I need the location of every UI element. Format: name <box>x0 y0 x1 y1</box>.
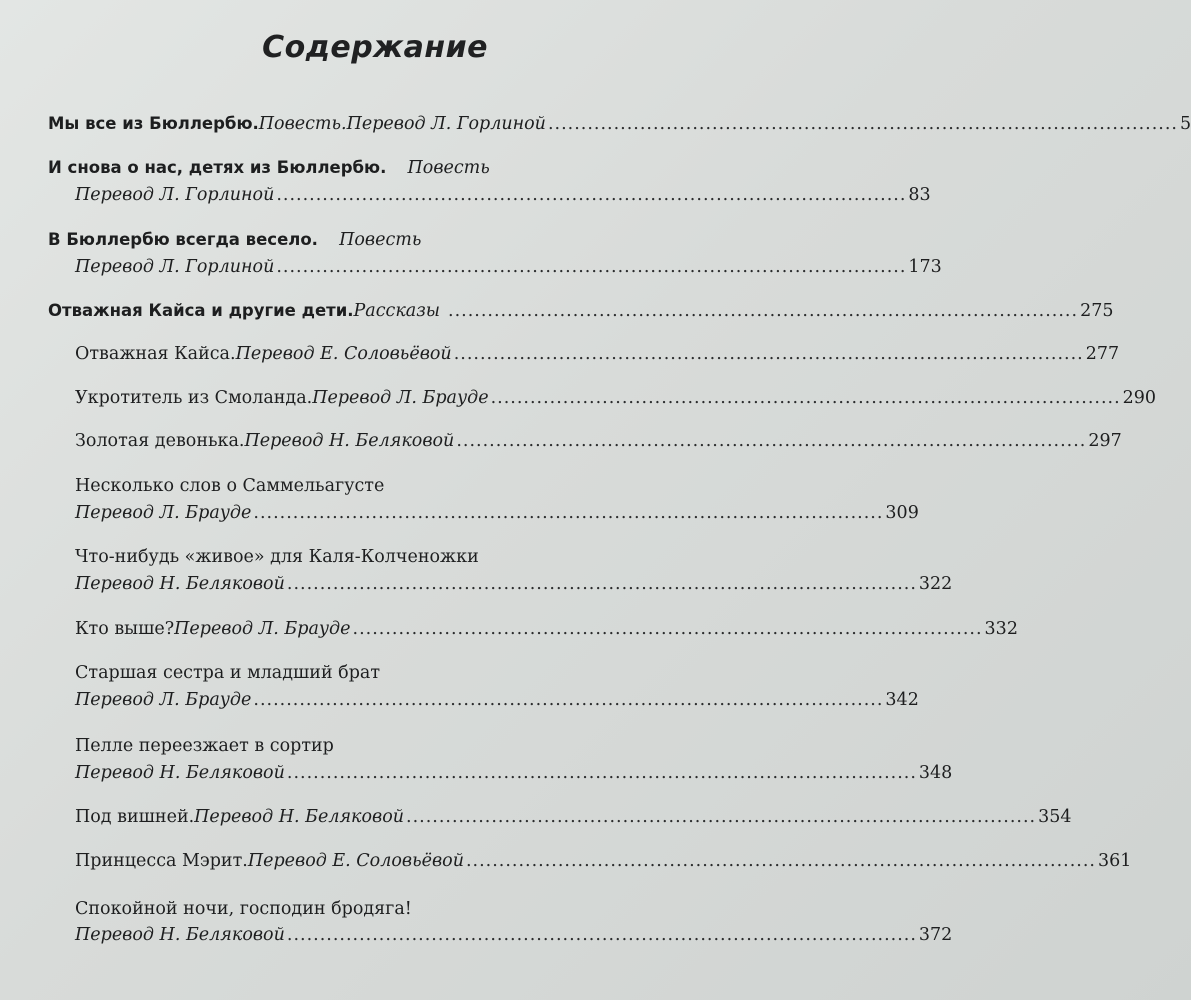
page-number: 5 <box>1179 114 1191 134</box>
story-entry <box>75 430 1122 452</box>
story-title: Старшая сестра и младший брат <box>75 663 381 683</box>
story-title: Спокойной ночи, господин бродяга! <box>75 899 412 919</box>
page-number: 322 <box>918 574 953 594</box>
dot-leader: ................................................................................................ <box>456 431 1087 451</box>
story-entry <box>75 850 1132 872</box>
story-translator: Перевод Л. Брауде <box>75 690 252 710</box>
story-translator: Перевод Н. Беляковой <box>244 431 455 451</box>
dot-leader: ................................................................................................ <box>286 574 917 594</box>
entry-genre: Рассказы <box>353 301 441 321</box>
story-translator: Перевод Л. Брауде <box>174 619 351 639</box>
toc-entry-heading <box>48 229 421 251</box>
page-number: 348 <box>918 763 953 783</box>
toc-entry <box>48 113 1191 135</box>
story-translator: Перевод Н. Беляковой <box>75 925 285 945</box>
story-title: Кто выше? <box>75 619 175 639</box>
story-translator: Перевод Н. Беляковой <box>75 574 285 594</box>
entry-translator: Перевод Л. Горлиной <box>75 185 275 205</box>
story-translator: Перевод Н. Беляковой <box>75 763 285 783</box>
page-title: Содержание <box>262 30 488 65</box>
story-title: Принцесса Мэрит. <box>75 851 248 871</box>
entry-genre: Повесть <box>407 158 490 178</box>
dot-leader: ................................................................................................ <box>547 114 1178 134</box>
entry-translator: Перевод Л. Горлиной <box>75 257 275 277</box>
page-number: 290 <box>1122 388 1157 408</box>
story-title: Золотая девонька. <box>75 431 245 451</box>
page-number: 277 <box>1085 344 1120 364</box>
story-entry <box>75 762 953 784</box>
dot-leader: ................................................................................................ <box>253 503 884 523</box>
dot-leader: ................................................................................................ <box>465 851 1096 871</box>
page-number: 342 <box>885 690 919 710</box>
story-entry <box>75 343 1120 365</box>
story-entry <box>75 573 953 595</box>
page-number: 173 <box>908 257 942 277</box>
page-number: 297 <box>1088 431 1122 451</box>
toc-entry <box>75 256 942 278</box>
dot-leader: ................................................................................................ <box>286 763 917 783</box>
story-translator: Перевод Е. Соловьёвой <box>235 344 452 364</box>
story-translator: Перевод Л. Брауде <box>75 503 252 523</box>
dot-leader: ................................................................................................ <box>286 925 917 945</box>
page-number: 361 <box>1098 851 1132 871</box>
dot-leader: ................................................................................................ <box>448 301 1079 321</box>
story-title: Под вишней. <box>75 807 195 827</box>
entry-translator: Перевод Л. Горлиной <box>346 114 546 134</box>
story-title: Отважная Кайса. <box>75 344 236 364</box>
entry-title: В Бюллербю всегда весело. <box>48 230 318 249</box>
toc-entry-heading <box>48 157 490 179</box>
page-number: 354 <box>1038 807 1072 827</box>
entry-title: И снова о нас, детях из Бюллербю. <box>48 158 387 177</box>
story-entry <box>75 618 1018 640</box>
page-number: 275 <box>1080 301 1114 321</box>
story-entry <box>75 806 1072 828</box>
toc-entry <box>48 300 1114 322</box>
dot-leader: ................................................................................................ <box>453 344 1084 364</box>
page-number: 332 <box>984 619 1018 639</box>
story-entry <box>75 924 953 946</box>
story-entry <box>75 502 919 524</box>
page-number: 83 <box>908 185 931 205</box>
story-title: Несколько слов о Саммельагусте <box>75 476 385 496</box>
dot-leader: ................................................................................................ <box>276 257 907 277</box>
story-entry <box>75 387 1157 409</box>
story-translator: Перевод Е. Соловьёвой <box>247 851 464 871</box>
page-number: 309 <box>885 503 919 523</box>
dot-leader: ................................................................................................ <box>276 185 907 205</box>
story-translator: Перевод Н. Беляковой <box>194 807 405 827</box>
dot-leader: ................................................................................................ <box>490 388 1121 408</box>
toc-entry <box>75 184 931 206</box>
entry-genre: Повесть. <box>258 114 347 134</box>
dot-leader: ................................................................................................ <box>406 807 1037 827</box>
dot-leader: ................................................................................................ <box>352 619 983 639</box>
story-title: Пелле переезжает в сортир <box>75 736 334 756</box>
story-translator: Перевод Л. Брауде <box>312 388 489 408</box>
entry-genre: Повесть <box>339 230 422 250</box>
story-title: Укротитель из Смоланда. <box>75 388 313 408</box>
story-entry <box>75 689 919 711</box>
entry-title: Мы все из Бюллербю. <box>48 114 259 133</box>
story-title: Что-нибудь «живое» для Каля-Колченожки <box>75 547 479 567</box>
dot-leader: ................................................................................................ <box>253 690 884 710</box>
entry-title: Отважная Кайса и другие дети. <box>48 301 354 320</box>
page-number: 372 <box>918 925 953 945</box>
